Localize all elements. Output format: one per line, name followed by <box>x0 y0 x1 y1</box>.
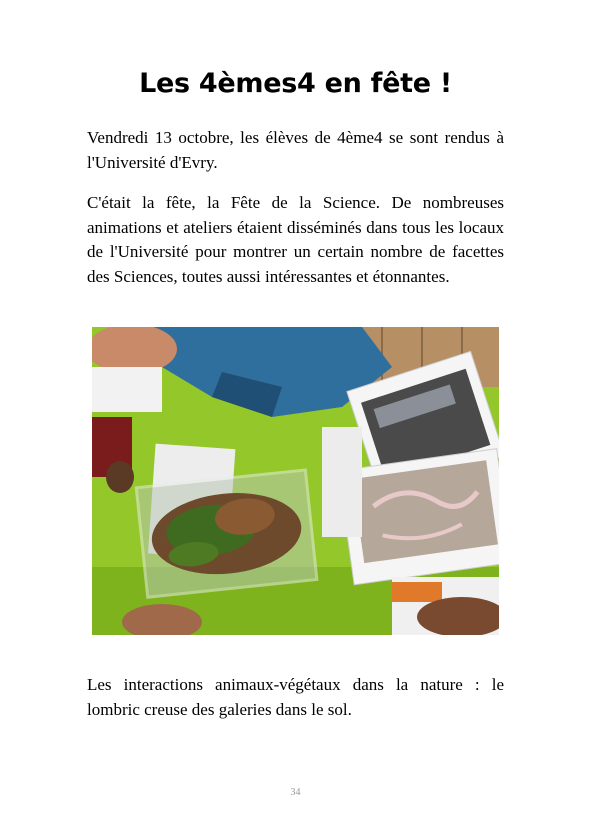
page-number: 34 <box>290 787 301 798</box>
intro-paragraph: Vendredi 13 octobre, les élèves de 4ème4 se sont rendus à l'Université d'Evry. <box>87 128 504 172</box>
science-fair-photo <box>92 327 499 635</box>
description-paragraph: C'était la fête, la Fête de la Science. De nombreuses animations et ateliers étaient disséminés dans tous les locaux de l'Université pour montrer un certain nombre de facettes des Sciences, toutes aussi intéressantes et étonnantes. <box>87 193 504 286</box>
page-title: Les 4èmes4 en fête ! <box>139 68 452 99</box>
photo-caption: Les interactions animaux-végétaux dans la nature : le lombric creuse des galeries dans le sol. <box>87 675 504 719</box>
